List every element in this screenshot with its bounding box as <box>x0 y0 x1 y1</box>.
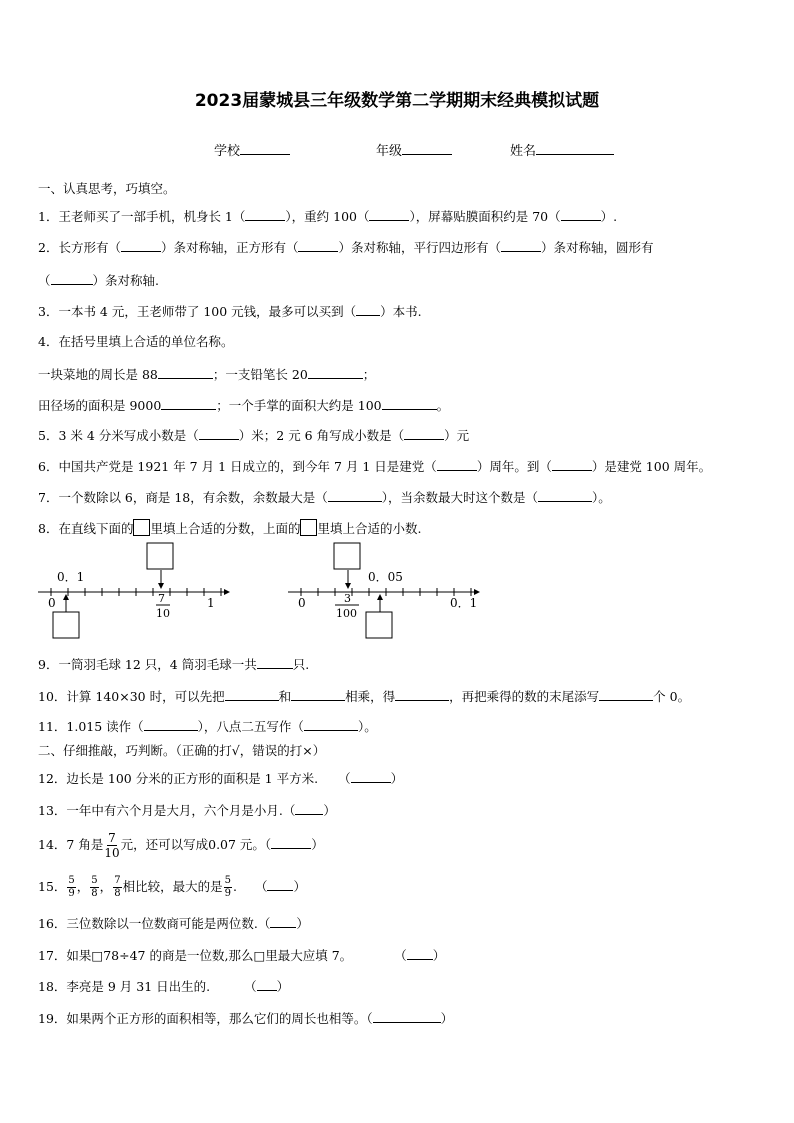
question-1 <box>38 208 617 225</box>
q7-blank-2[interactable] <box>538 489 592 502</box>
box-icon <box>133 519 150 536</box>
q4-text-c: ； <box>362 367 376 382</box>
question-17 <box>38 947 445 964</box>
q5-blank-1[interactable] <box>199 427 239 440</box>
q15-f1-num: 5 <box>68 875 75 886</box>
q17-text-c: ） <box>432 948 446 963</box>
q15-text-c: . <box>232 879 237 894</box>
q14-frac-den: 10 <box>104 846 120 860</box>
number-line-1-label-top: 0．1 <box>57 570 85 584</box>
answer-box-top-2[interactable] <box>334 543 360 569</box>
number-line-1-one: 1 <box>207 596 215 610</box>
grade-field <box>376 140 452 159</box>
q7-text-c: ）。 <box>592 490 611 505</box>
number-line-diagrams <box>30 540 500 645</box>
school-blank[interactable] <box>240 141 290 155</box>
question-2-cont <box>38 272 159 289</box>
q1-text-c: ），屏幕贴膜面积约是 70（ <box>409 209 561 224</box>
number-line-2-zero: 0 <box>298 596 306 610</box>
question-9 <box>38 655 309 673</box>
q7-text-a: 7．一个数除以 6，商是 18，有余数，余数最大是（ <box>38 490 328 505</box>
question-16 <box>38 915 309 932</box>
school-field <box>214 140 290 159</box>
q15-sep-2: ， <box>99 879 113 894</box>
q11-blank-2[interactable] <box>304 718 358 731</box>
q10-blank-1[interactable] <box>225 687 279 701</box>
q4-blank-2[interactable] <box>308 365 363 379</box>
q3-blank[interactable] <box>356 303 380 316</box>
q2-blank-1[interactable] <box>121 239 161 252</box>
q2-text-a: 2．长方形有（ <box>38 240 121 255</box>
q6-text-b: ）周年。到（ <box>476 459 552 474</box>
q9-blank[interactable] <box>257 655 293 669</box>
number-line-1 <box>38 543 230 638</box>
q18-text-c: ） <box>276 979 290 994</box>
question-2 <box>38 239 654 256</box>
q11-blank-1[interactable] <box>144 718 198 731</box>
answer-box-top-1[interactable] <box>147 543 173 569</box>
q6-blank-2[interactable] <box>552 458 592 471</box>
q13-text-a: 13．一年中有六个月是大月，六个月是小月.（ <box>38 803 296 818</box>
number-line-2-frac-den: 100 <box>336 607 357 620</box>
q15-f3-den: 8 <box>114 888 121 899</box>
q14-blank[interactable] <box>271 836 311 849</box>
q10-blank-4[interactable] <box>599 687 653 701</box>
q1-text-b: ），重约 100（ <box>285 209 370 224</box>
q2-text-f: ）条对称轴. <box>92 273 159 288</box>
q18-blank[interactable] <box>257 978 277 991</box>
arrowhead-down-icon <box>158 583 164 589</box>
answer-box-bottom-2[interactable] <box>366 612 392 638</box>
q15-sep-1: ， <box>76 879 90 894</box>
q19-text-b: ） <box>440 1011 454 1026</box>
question-3 <box>38 303 422 320</box>
q15-f4-num: 5 <box>224 875 231 886</box>
q4-text-a: 一块菜地的周长是 88 <box>38 367 158 382</box>
q6-text-c: ）是建党 100 周年。 <box>591 459 712 474</box>
q10-text-c: 相乘，得 <box>345 689 396 704</box>
q6-blank-1[interactable] <box>437 458 477 471</box>
q2-blank-2[interactable] <box>298 239 338 252</box>
q2-text-b: ）条对称轴，正方形有（ <box>160 240 299 255</box>
q15-f2-den: 8 <box>91 888 98 899</box>
arrowhead-right-icon <box>224 589 230 595</box>
name-field <box>510 140 614 159</box>
q12-text-a: 12．边长是 100 分米的正方形的面积是 1 平方米. <box>38 771 319 786</box>
q16-text-a: 16．三位数除以一位数商可能是两位数.（ <box>38 916 271 931</box>
q1-blank-3[interactable] <box>561 208 601 221</box>
q9-text-a: 9．一筒羽毛球 12 只，4 筒羽毛球一共 <box>38 657 257 672</box>
q17-text-b: （ <box>394 948 407 963</box>
q8-text-a: 8．在直线下面的 <box>38 521 134 536</box>
q18-text-b: （ <box>244 979 257 994</box>
q14-text-a: 14．7 角是 <box>38 837 104 852</box>
q1-blank-2[interactable] <box>369 208 409 221</box>
q15-f4-den: 9 <box>224 888 231 899</box>
q8-text-c: 里填上合适的小数. <box>317 521 422 536</box>
q2-text-e: （ <box>38 273 51 288</box>
q7-text-b: ），当余数最大时这个数是（ <box>381 490 539 505</box>
q4-text-d: 田径场的面积是 9000 <box>38 398 162 413</box>
q10-text-a: 10．计算 140×30 时，可以先把 <box>38 689 225 704</box>
arrowhead-down-icon <box>345 583 351 589</box>
q15-f1-den: 9 <box>68 888 75 899</box>
q5-text-c: ）元 <box>444 428 470 443</box>
q3-text-a: 3．一本书 4 元，王老师带了 100 元钱，最多可以买到（ <box>38 304 357 319</box>
q4-blank-4[interactable] <box>382 396 437 410</box>
section-heading-2: 二、仔细推敲，巧判断。（正确的打√，错误的打×） <box>38 743 326 758</box>
number-line-2 <box>288 543 480 638</box>
q11-text-a: 11．1.015 读作（ <box>38 719 144 734</box>
question-13 <box>38 802 336 819</box>
grade-blank[interactable] <box>402 141 452 155</box>
answer-box-bottom-1[interactable] <box>53 612 79 638</box>
question-6 <box>38 458 711 475</box>
q10-blank-3[interactable] <box>395 687 449 701</box>
q15-text-b: 相比较，最大的是 <box>122 879 223 894</box>
q19-text-a: 19．如果两个正方形的面积相等，那么它们的周长也相等。（ <box>38 1011 373 1026</box>
q10-blank-2[interactable] <box>291 687 345 701</box>
q10-text-d: ，再把乘得的数的末尾添写 <box>449 689 600 704</box>
q14-frac-num: 7 <box>108 831 116 845</box>
q4-blank-1[interactable] <box>158 365 213 379</box>
q16-blank[interactable] <box>270 915 296 928</box>
q19-blank[interactable] <box>373 1010 441 1023</box>
q5-text-a: 5．3 米 4 分米写成小数是（ <box>38 428 199 443</box>
q12-text-c: ） <box>390 771 404 786</box>
number-line-2-frac-num: 3 <box>344 592 351 605</box>
q15-fraction-3 <box>113 876 121 899</box>
q15-fraction-1 <box>67 876 75 899</box>
q17-blank[interactable] <box>407 947 433 960</box>
q15-blank[interactable] <box>267 878 293 891</box>
q2-text-d: ）条对称轴，圆形有 <box>541 240 654 255</box>
q6-text-a: 6．中国共产党是 1921 年 7 月 1 日成立的，到今年 7 月 1 日是建党（ <box>38 459 437 474</box>
question-4-head: 4．在括号里填上合适的单位名称。 <box>38 334 234 349</box>
q11-text-b: ），八点二五写作（ <box>197 719 304 734</box>
q3-text-b: ）本书. <box>380 304 422 319</box>
q14-text-b: 元，还可以写成0.07 元。（ <box>120 837 272 852</box>
q12-blank[interactable] <box>351 770 391 783</box>
q11-text-c: ）。 <box>357 719 377 734</box>
number-line-1-frac-den: 10 <box>156 607 170 620</box>
q15-text-d: （ <box>254 879 268 894</box>
q14-text-c: ） <box>311 837 324 852</box>
number-line-2-end: 0．1 <box>450 596 478 610</box>
arrowhead-right-icon <box>474 589 480 595</box>
q17-text-a: 17．如果□78÷47 的商是一位数,那么□里最大应填 7。 <box>38 948 353 963</box>
question-8 <box>38 519 421 537</box>
name-blank[interactable] <box>536 141 614 155</box>
question-15 <box>38 873 306 901</box>
q8-text-b: 里填上合适的分数，上面的 <box>150 521 301 536</box>
q2-text-c: ）条对称轴，平行四边形有（ <box>338 240 501 255</box>
q10-text-b: 和 <box>278 689 292 704</box>
question-12 <box>38 770 403 787</box>
question-5 <box>38 427 469 444</box>
q15-text-a: 15． <box>38 879 67 894</box>
q1-text-a: 1．王老师买了一部手机，机身长 1（ <box>38 209 246 224</box>
question-4-line-2 <box>38 396 449 414</box>
q14-fraction <box>104 832 119 859</box>
school-label: 学校 <box>214 144 241 159</box>
page-title: 2023届蒙城县三年级数学第二学期期末经典模拟试题 <box>194 91 600 111</box>
q9-text-b: 只. <box>292 657 310 672</box>
q1-blank-1[interactable] <box>245 208 285 221</box>
q1-text-d: ）. <box>600 209 618 224</box>
number-line-1-zero: 0 <box>48 596 56 610</box>
q12-text-b: （ <box>338 771 351 786</box>
arrowhead-up-icon <box>377 594 383 600</box>
question-14 <box>38 830 324 860</box>
q18-text-a: 18．李亮是 9 月 31 日出生的. <box>38 979 211 994</box>
grade-label: 年级 <box>376 144 403 159</box>
q4-text-f: 。 <box>436 398 450 413</box>
q10-text-e: 个 0。 <box>653 689 691 704</box>
q15-f2-num: 5 <box>91 875 98 886</box>
q4-text-b: ；一支铅笔长 20 <box>212 367 308 382</box>
q7-blank-1[interactable] <box>328 489 382 502</box>
question-11 <box>38 718 377 735</box>
number-line-1-frac-num: 7 <box>158 592 165 605</box>
q15-fraction-4 <box>224 876 232 899</box>
q5-blank-2[interactable] <box>404 427 444 440</box>
q2-blank-4[interactable] <box>51 272 93 285</box>
name-label: 姓名 <box>510 144 537 159</box>
question-7 <box>38 489 611 506</box>
box-icon <box>300 519 317 536</box>
q4-blank-3[interactable] <box>161 396 216 410</box>
q2-blank-3[interactable] <box>501 239 541 252</box>
question-19 <box>38 1010 453 1027</box>
question-10 <box>38 687 690 705</box>
number-line-2-label-top: 0．05 <box>368 570 403 584</box>
q16-text-b: ） <box>296 916 309 931</box>
question-18 <box>38 978 289 995</box>
q13-blank[interactable] <box>295 802 323 815</box>
q5-text-b: ）米；2 元 6 角写成小数是（ <box>238 428 405 443</box>
section-heading-1: 一、认真思考，巧填空。 <box>38 181 176 196</box>
question-4-line-1 <box>38 365 375 383</box>
q4-text-e: ；一个手掌的面积大约是 100 <box>216 398 382 413</box>
q13-text-b: ） <box>323 803 336 818</box>
q15-text-e: ） <box>293 879 306 894</box>
q15-fraction-2 <box>90 876 98 899</box>
q15-f3-num: 7 <box>114 875 121 886</box>
